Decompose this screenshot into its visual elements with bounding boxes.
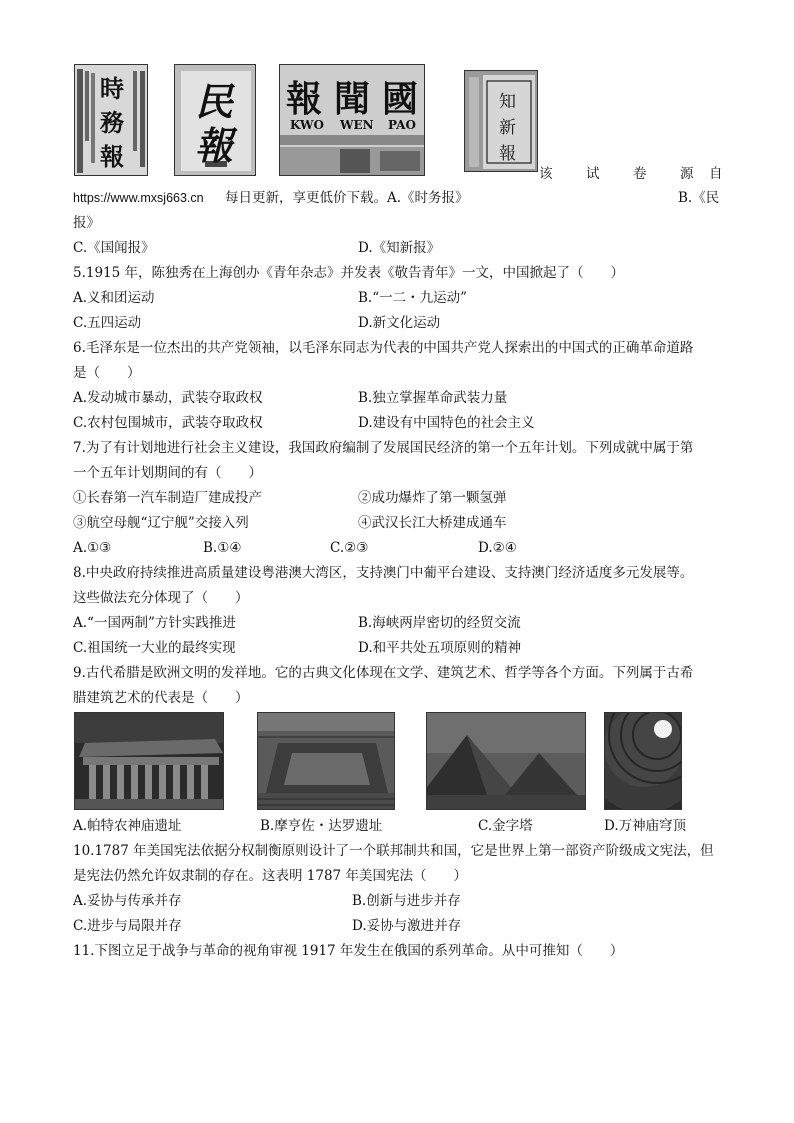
- mohenjo-daro-image: [257, 712, 395, 810]
- q8-option-b: B.海峡两岸密切的经贸交流: [358, 615, 521, 631]
- q9-option-b: B.摩亨佐・达罗遗址: [260, 818, 383, 834]
- q7-stem-line2: 一个五年计划期间的有（ ）: [73, 465, 262, 481]
- source-word-3: 卷: [633, 166, 647, 182]
- q8-stem-line1: 8.中央政府持续推进高质量建设粤港澳大湾区，支持澳门中葡平台建设、支持澳门经济适度多元发展等。: [73, 565, 694, 581]
- q9-stem-line1: 9.古代希腊是欧洲文明的发祥地。它的古典文化体现在文学、建筑艺术、哲学等各个方面。下列属于古希: [73, 665, 694, 681]
- pantheon-dome-drawing: [605, 713, 682, 810]
- minbao-image: [174, 64, 256, 176]
- pyramids-drawing: [427, 713, 586, 810]
- q4-option-d: D.《知新报》: [358, 240, 441, 256]
- q10-stem-line2: 是宪法仍然允许奴隶制的存在。这表明 1787 年美国宪法（ ）: [73, 868, 467, 884]
- zhixinbao-char-1: 知: [499, 92, 516, 112]
- source-url[interactable]: https://www.mxsj663.cn: [73, 191, 204, 205]
- guowenbao-char-2: 聞: [334, 78, 371, 120]
- q6-option-a: A.发动城市暴动，武装夺取政权: [73, 390, 263, 406]
- q7-stem-line1: 7.为了有计划地进行社会主义建设，我国政府编制了发展国民经济的第一个五年计划。下列成就中属于第: [73, 440, 694, 456]
- minbao-char-2: 報: [195, 123, 234, 168]
- shiwubao-image: [74, 64, 148, 176]
- q7-option-d: D.②④: [478, 540, 517, 556]
- q7-item-3: ③航空母舰“辽宁舰”交接入列: [73, 515, 249, 531]
- q4-option-c: C.《国闻报》: [73, 240, 155, 256]
- q8-option-d: D.和平共处五项原则的精神: [358, 640, 522, 656]
- q5-option-b: B.“一二・九运动”: [358, 290, 468, 306]
- guowenbao-char-3: 國: [382, 78, 419, 120]
- shiwubao-char-1: 時: [100, 74, 124, 103]
- q10-stem-line1: 10.1787 年美国宪法依据分权制衡原则设计了一个联邦制共和国，它是世界上第一部资产阶级成文宪法，但: [73, 843, 714, 859]
- source-word-4: 源: [680, 166, 694, 182]
- q6-option-d: D.建设有中国特色的社会主义: [358, 415, 535, 431]
- q6-stem-line2: 是（ ）: [73, 365, 141, 381]
- parthenon-drawing: [75, 713, 224, 810]
- q8-option-c: C.祖国统一大业的最终实现: [73, 640, 236, 656]
- zhixinbao-char-3: 報: [499, 144, 516, 164]
- q7-option-a: A.①③: [73, 540, 112, 556]
- q9-stem-line2: 腊建筑艺术的代表是（ ）: [73, 690, 249, 706]
- q9-option-c: C.金字塔: [478, 818, 533, 834]
- zhixinbao-image: [464, 70, 538, 172]
- q10-option-c: C.进步与局限并存: [73, 918, 182, 934]
- q9-option-a: A.帕特农神庙遗址: [73, 818, 182, 834]
- q6-option-b: B.独立掌握革命武装力量: [358, 390, 508, 406]
- q7-option-b: B.①④: [203, 540, 242, 556]
- pantheon-dome-image: [604, 712, 682, 810]
- guowenbao-latin-3: PAO: [388, 118, 416, 132]
- q11-stem: 11.下图立足于战争与革命的视角审视 1917 年发生在俄国的系列革命。从中可推知（ ）: [73, 943, 624, 959]
- shiwubao-char-3: 報: [100, 142, 124, 171]
- zhixinbao-char-2: 新: [499, 118, 516, 138]
- q4-option-b: B.《民: [678, 190, 720, 206]
- q8-option-a: A.“一国两制”方针实践推进: [73, 615, 236, 631]
- q7-item-2: ②成功爆炸了第一颗氢弹: [358, 490, 507, 506]
- q10-option-b: B.创新与进步并存: [352, 893, 461, 909]
- q5-option-d: D.新文化运动: [358, 315, 441, 331]
- mohenjo-daro-drawing: [258, 713, 395, 810]
- guowenbao-latin-1: KWO: [290, 118, 324, 132]
- q6-stem-line1: 6.毛泽东是一位杰出的共产党领袖，以毛泽东同志为代表的中国共产党人探索出的中国式的正确革命道路: [73, 340, 694, 356]
- q7-option-c: C.②③: [330, 540, 369, 556]
- q4-option-b-cont: 报》: [73, 215, 100, 231]
- q10-option-d: D.妥协与激进并存: [352, 918, 462, 934]
- q7-item-1: ①长春第一汽车制造厂建成投产: [73, 490, 262, 506]
- source-word-1: 该: [539, 166, 553, 182]
- q5-option-a: A.义和团运动: [73, 290, 155, 306]
- q5-option-c: C.五四运动: [73, 315, 142, 331]
- q6-option-c: C.农村包围城市，武装夺取政权: [73, 415, 263, 431]
- source-word-2: 试: [586, 166, 600, 182]
- shiwubao-char-2: 務: [100, 108, 124, 137]
- q7-item-4: ④武汉长江大桥建成通车: [358, 515, 507, 531]
- guowenbao-image: [279, 64, 425, 176]
- q5-stem: 5.1915 年，陈独秀在上海创办《青年杂志》并发表《敬告青年》一文，中国掀起了（ ）: [73, 265, 625, 281]
- q8-stem-line2: 这些做法充分体现了（ ）: [73, 590, 249, 606]
- minbao-char-1: 民: [195, 79, 234, 124]
- q4-update-and-option-a: 每日更新，享更低价下载。A.《时务报》: [225, 190, 469, 206]
- parthenon-image: [74, 712, 224, 810]
- source-word-5: 自: [709, 166, 723, 182]
- guowenbao-char-1: 報: [286, 78, 323, 120]
- guowenbao-latin-2: WEN: [340, 118, 374, 132]
- pyramids-image: [426, 712, 586, 810]
- q10-option-a: A.妥协与传承并存: [73, 893, 182, 909]
- q9-option-d: D.万神庙穹顶: [604, 818, 687, 834]
